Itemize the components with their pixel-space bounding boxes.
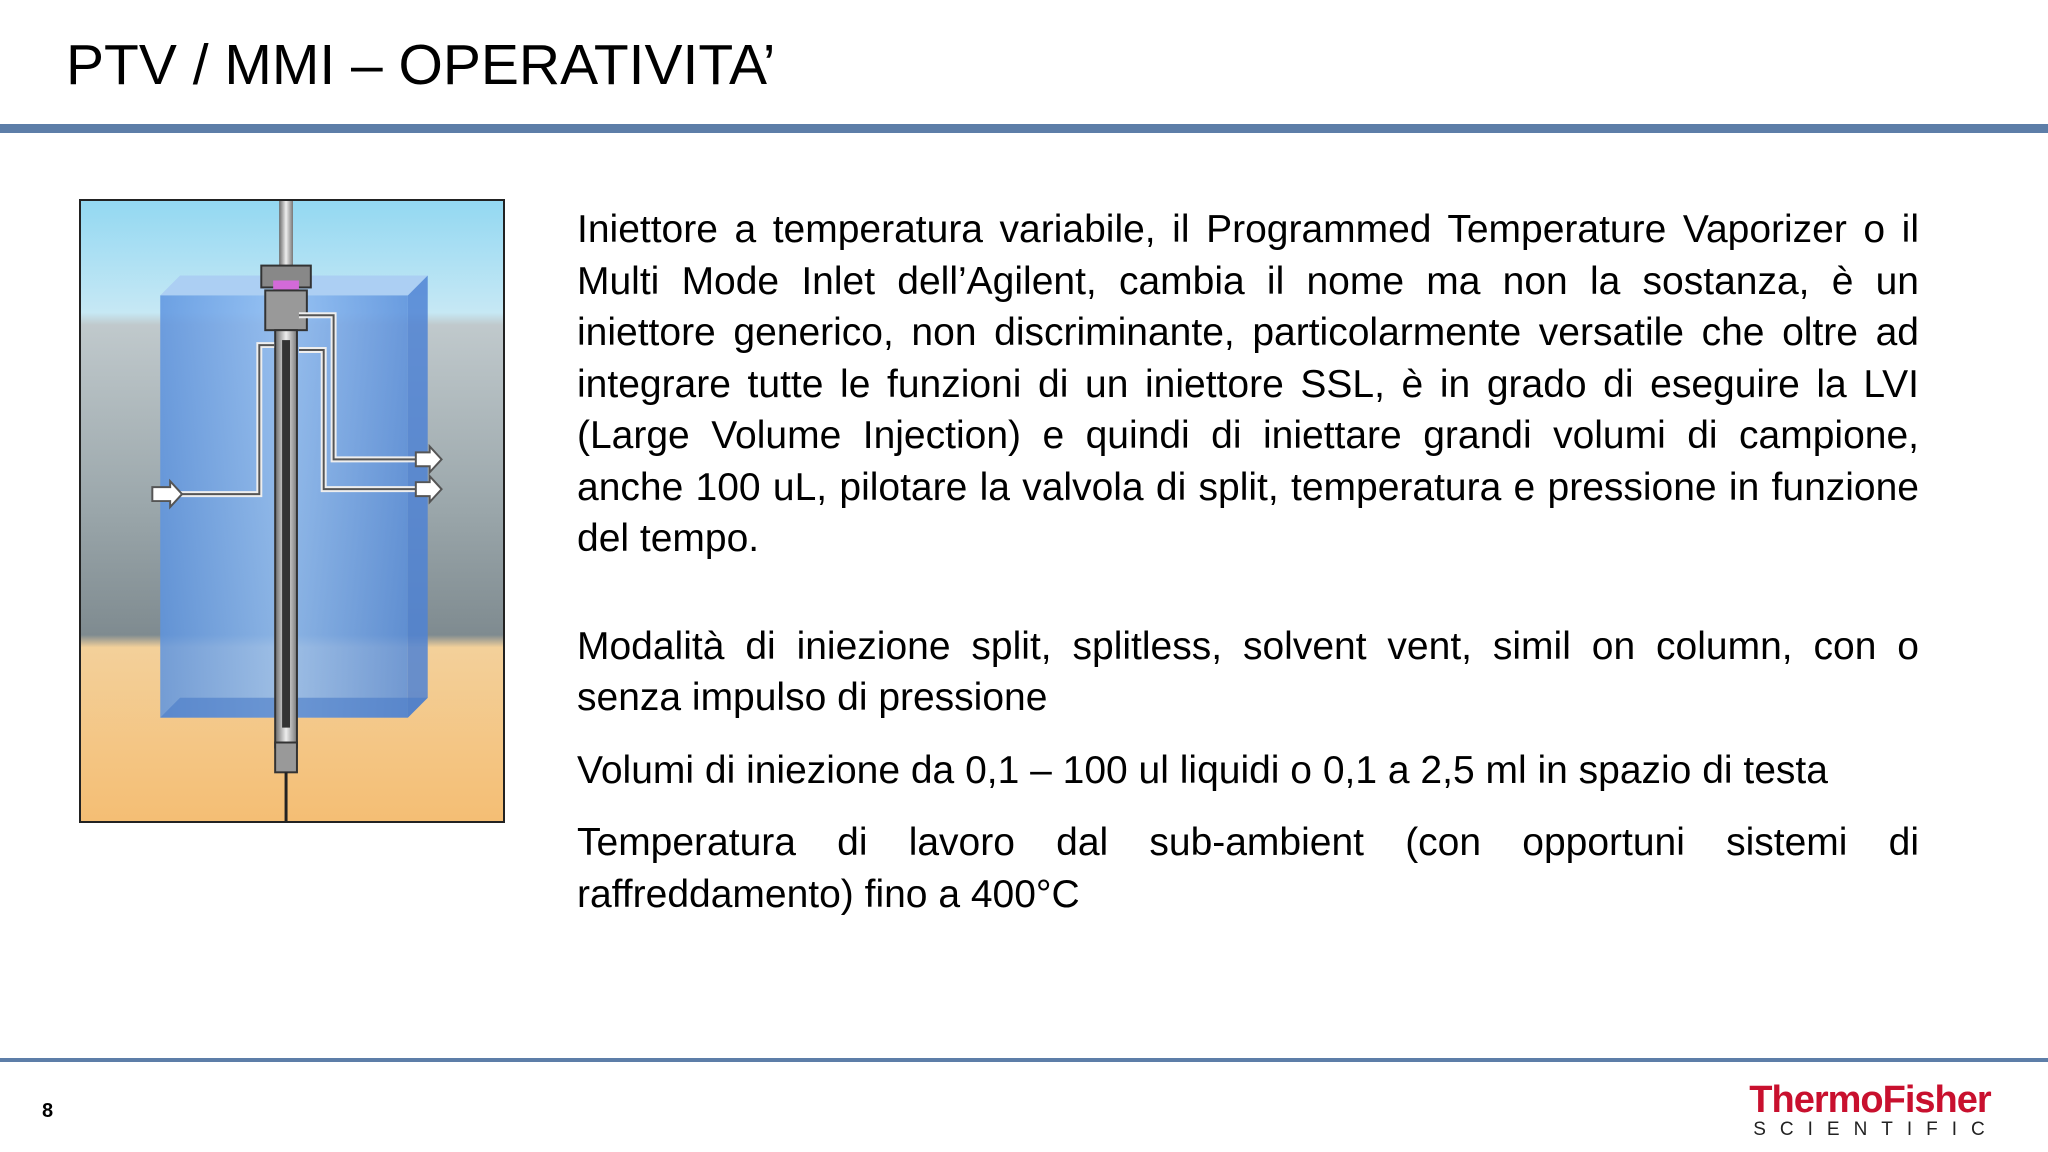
logo-subline: SCIENTIFIC [1753,1119,1999,1140]
logo-wordmark: ThermoFisher [1749,1079,1991,1121]
slide-title: PTV / MMI – OPERATIVITA’ [66,33,776,97]
header-divider [0,124,2048,133]
footer-divider [0,1058,2048,1062]
body-text [577,204,1919,920]
thermofisher-logo [1730,1079,2010,1140]
paragraph-injection-volumes: Volumi di iniezione da 0,1 – 100 ul liquidi o 0,1 a 2,5 ml in spazio di testa [577,748,1828,792]
paragraph-ptv-description: Iniettore a temperatura variabile, il Programmed Temperature Vaporizer o il Multi Mode Inlet dell’Agilent, cambia il nome ma non la sostanza, è un iniettore generico, non discriminante, particolarmente versatile che oltre ad integrare tutte le funzioni di un iniettore SSL, è in grado di eseguire la LVI (Large Volume Injection) e quindi di iniettare grandi volumi di campione, anche 100 uL, pilotare la valvola di split, temperatura e pressione in funzione del tempo. [577,208,1919,560]
paragraph-working-temperature: Temperatura di lavoro dal sub-ambient (con opportuni sistemi di raffreddamento) fino a 400°C [577,821,1919,916]
paragraph-injection-modes: Modalità di iniezione split, splitless, solvent vent, simil on column, con o senza impulso di pressione [577,624,1919,719]
page-number: 8 [42,1100,54,1122]
ptv-injector-illustration [79,199,505,823]
